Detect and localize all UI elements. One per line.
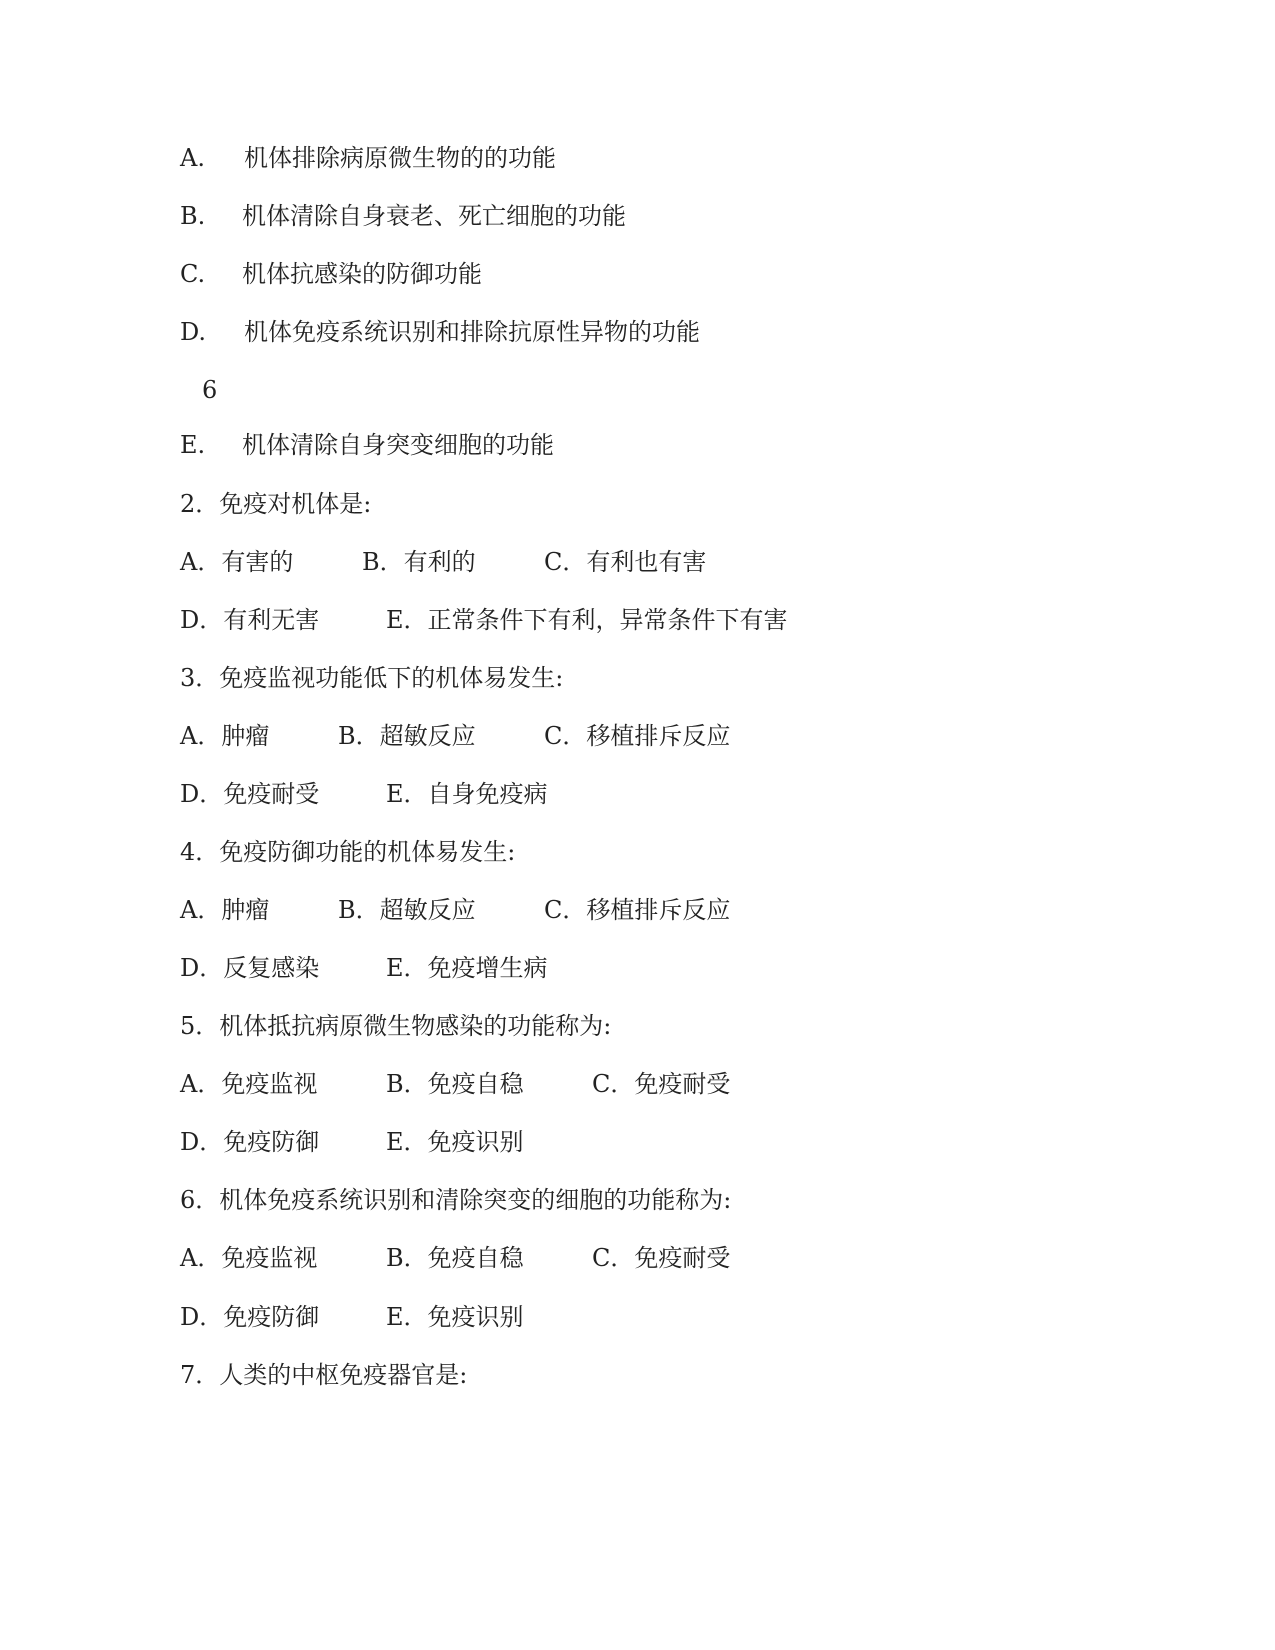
option-letter: A. xyxy=(180,144,205,172)
q2-stem: 2．免疫对机体是: xyxy=(180,490,372,518)
q3-stem: 3．免疫监视功能低下的机体易发生: xyxy=(180,664,564,692)
page-number: 6 xyxy=(202,376,218,404)
option-text: 机体清除自身突变细胞的功能 xyxy=(242,431,554,459)
option: A．肿瘤 xyxy=(180,722,270,750)
option: C．免疫耐受 xyxy=(592,1244,731,1272)
q6-stem: 6．机体免疫系统识别和清除突变的细胞的功能称为: xyxy=(180,1186,732,1214)
option: D．有利无害 xyxy=(180,606,320,634)
option: B．有利的 xyxy=(362,548,476,576)
option: A．免疫监视 xyxy=(180,1244,318,1272)
option-letter: D. xyxy=(180,318,207,346)
option-letter: E. xyxy=(180,431,206,459)
option: C．移植排斥反应 xyxy=(544,896,731,924)
option: C．移植排斥反应 xyxy=(544,722,731,750)
q4-stem: 4．免疫防御功能的机体易发生: xyxy=(180,838,516,866)
option: B．免疫自稳 xyxy=(386,1244,524,1272)
option-letter: B. xyxy=(180,202,206,230)
option-text: 机体清除自身衰老、死亡细胞的功能 xyxy=(242,202,626,230)
option: B．超敏反应 xyxy=(338,896,476,924)
option: A．免疫监视 xyxy=(180,1070,318,1098)
option: E．免疫识别 xyxy=(386,1303,524,1331)
option: D．反复感染 xyxy=(180,954,320,982)
option-text: 机体免疫系统识别和排除抗原性异物的功能 xyxy=(244,318,700,346)
q5-stem: 5．机体抵抗病原微生物感染的功能称为: xyxy=(180,1012,612,1040)
option: E．免疫增生病 xyxy=(386,954,548,982)
option: E．正常条件下有利，异常条件下有害 xyxy=(386,606,788,634)
option: E．免疫识别 xyxy=(386,1128,524,1156)
option: E．自身免疫病 xyxy=(386,780,548,808)
q7-stem: 7．人类的中枢免疫器官是: xyxy=(180,1361,468,1389)
option: C．免疫耐受 xyxy=(592,1070,731,1098)
option: D．免疫耐受 xyxy=(180,780,320,808)
option-text: 机体抗感染的防御功能 xyxy=(242,260,482,288)
option: A．肿瘤 xyxy=(180,896,270,924)
option-text: 机体排除病原微生物的的功能 xyxy=(244,144,556,172)
option: D．免疫防御 xyxy=(180,1303,320,1331)
option: B．超敏反应 xyxy=(338,722,476,750)
option: A．有害的 xyxy=(180,548,294,576)
option-letter: C. xyxy=(180,260,206,288)
option: B．免疫自稳 xyxy=(386,1070,524,1098)
option: D．免疫防御 xyxy=(180,1128,320,1156)
option: C．有利也有害 xyxy=(544,548,707,576)
